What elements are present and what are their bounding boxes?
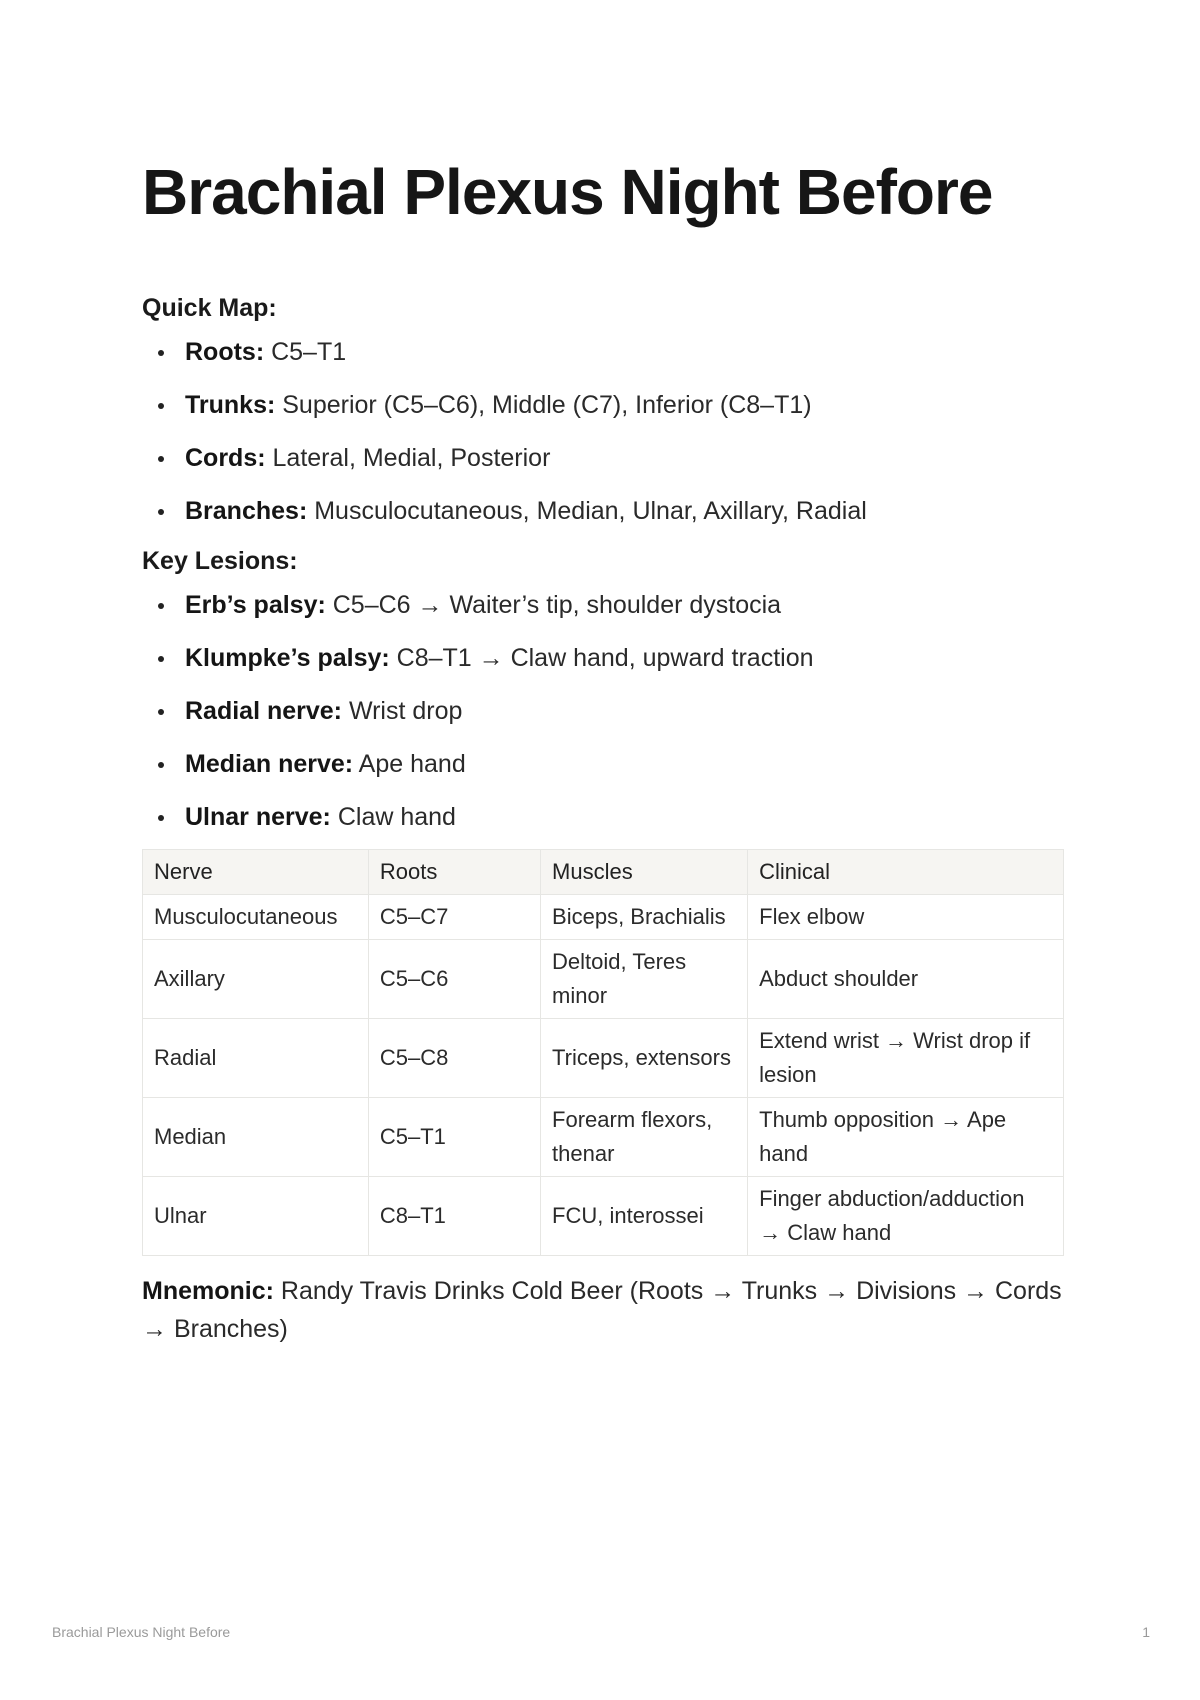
list-item-label: Trunks: [185,391,276,419]
list-item-text: Wrist drop [342,697,463,725]
table-cell: Ulnar [143,1177,369,1256]
footer-title: Brachial Plexus Night Before [52,1624,231,1640]
list-item [142,387,1064,423]
table-cell: Median [143,1098,369,1177]
table-row [143,1098,1064,1177]
bullet-icon [158,656,164,662]
list-item-label: Cords: [185,444,266,472]
list-item [142,799,1064,835]
list-item-label: Erb’s palsy: [185,591,326,619]
mnemonic-label: Mnemonic: [142,1277,274,1305]
table-cell: FCU, interossei [541,1177,748,1256]
table-cell: C5–T1 [368,1098,540,1177]
list-item-text: C8–T1 → Claw hand, upward traction [389,644,814,672]
key-lesions-list [142,587,1064,835]
table-cell: C5–C6 [368,940,540,1019]
list-item-text: Ape hand [353,750,466,778]
list-item-text: C5–C6 → Waiter’s tip, shoulder dystocia [325,591,782,619]
mnemonic-paragraph [142,1272,1064,1348]
table-cell: C5–C7 [368,895,540,940]
table-cell: Finger abduction/adduction → Claw hand [748,1177,1064,1256]
list-item-text: Superior (C5–C6), Middle (C7), Inferior (C8–T1) [275,391,812,419]
quick-map-heading: Quick Map: [142,294,277,322]
list-item [142,440,1064,476]
list-item-label: Radial nerve: [185,697,343,725]
list-item-text: C5–T1 [264,338,347,366]
table-cell: Extend wrist → Wrist drop if lesion [748,1019,1064,1098]
list-item [142,640,1064,676]
table-header-row [143,850,1064,895]
bullet-icon [158,762,164,768]
table-cell: Flex elbow [748,895,1064,940]
list-item [142,746,1064,782]
list-item [142,693,1064,729]
bullet-icon [158,815,164,821]
table-cell: C8–T1 [368,1177,540,1256]
column-header-clinical: Clinical [748,850,1064,895]
list-item-label: Ulnar nerve: [185,803,331,831]
quick-map-list [142,334,1064,529]
page-number: 1 [1142,1624,1150,1640]
bullet-icon [158,456,164,462]
list-item-label: Branches: [185,497,308,525]
table-cell: Triceps, extensors [541,1019,748,1098]
list-item-text: Claw hand [330,803,456,831]
table-cell: Abduct shoulder [748,940,1064,1019]
bullet-icon [158,350,164,356]
table-row [143,940,1064,1019]
mnemonic-text: Randy Travis Drinks Cold Beer (Roots → Trunks → Divisions → Cords → Branches) [142,1277,1062,1343]
document-page [142,150,1064,1348]
table-cell: Forearm flexors, thenar [541,1098,748,1177]
column-header-muscles: Muscles [541,850,748,895]
list-item [142,587,1064,623]
bullet-icon [158,403,164,409]
table-cell: C5–C8 [368,1019,540,1098]
table-row [143,1019,1064,1098]
column-header-nerve: Nerve [143,850,369,895]
list-item [142,334,1064,370]
table-cell: Thumb opposition → Ape hand [748,1098,1064,1177]
table-cell: Biceps, Brachialis [541,895,748,940]
list-item [142,493,1064,529]
table-cell: Musculocutaneous [143,895,369,940]
bullet-icon [158,509,164,515]
list-item-label: Roots: [185,338,265,366]
table-row [143,1177,1064,1256]
nerve-table [142,849,1064,1256]
table-row [143,895,1064,940]
table-cell: Radial [143,1019,369,1098]
bullet-icon [158,709,164,715]
page-title: Brachial Plexus Night Before [142,156,993,228]
bullet-icon [158,603,164,609]
list-item-text: Musculocutaneous, Median, Ulnar, Axillary, Radial [307,497,867,525]
list-item-label: Klumpke’s palsy: [185,644,390,672]
list-item-label: Median nerve: [185,750,354,778]
key-lesions-heading: Key Lesions: [142,547,298,575]
list-item-text: Lateral, Medial, Posterior [265,444,551,472]
table-cell: Axillary [143,940,369,1019]
column-header-roots: Roots [368,850,540,895]
table-cell: Deltoid, Teres minor [541,940,748,1019]
